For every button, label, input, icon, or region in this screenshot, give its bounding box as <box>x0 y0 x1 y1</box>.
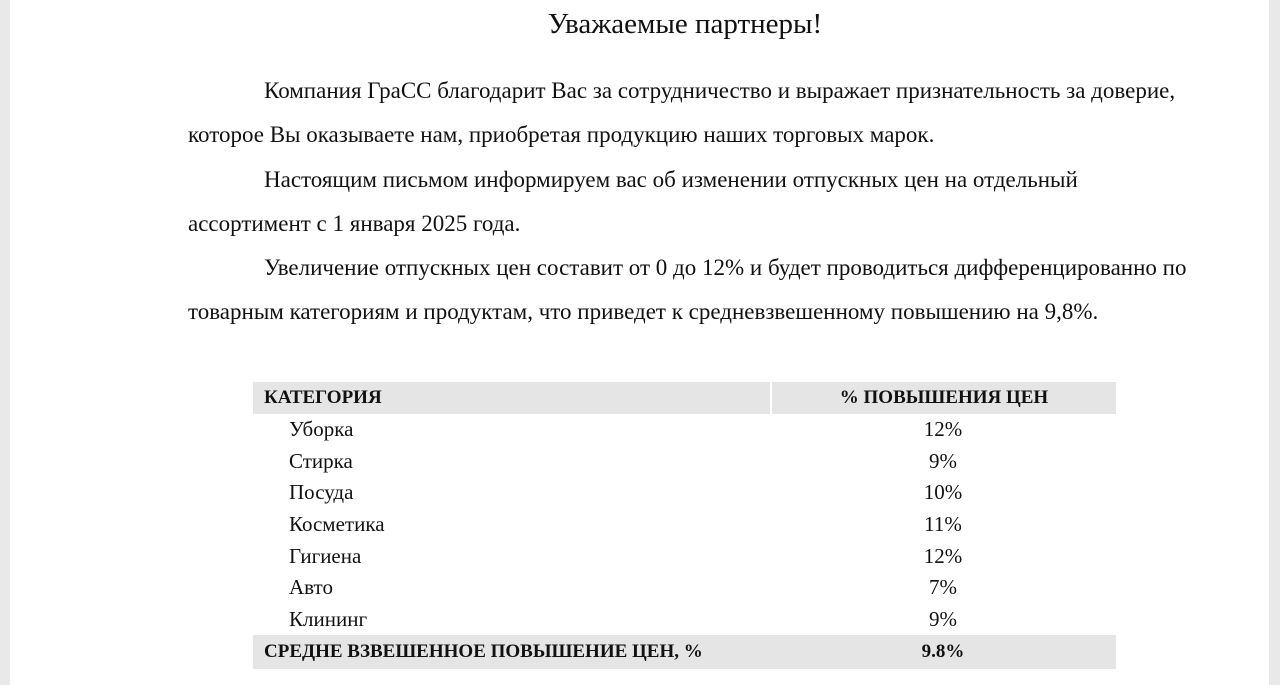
footer-value: 9.8% <box>921 641 965 663</box>
row-category: Клининг <box>289 606 368 631</box>
document-title: Уважаемые партнеры! <box>547 8 823 40</box>
row-increase: 10% <box>923 480 963 505</box>
row-increase: 9% <box>929 606 957 631</box>
table-header-row <box>253 382 1116 414</box>
table-row <box>253 572 1116 604</box>
header-increase: % ПОВЫШЕНИЯ ЦЕН <box>839 387 1049 408</box>
table-row <box>253 540 1116 572</box>
row-increase: 7% <box>929 575 957 600</box>
row-category: Стирка <box>289 448 353 473</box>
paragraph-price-change-notice: Настоящим письмом информируем вас об изменении отпускных цен на отдельный ассортимент с 1 января 2025 года. <box>188 167 1078 236</box>
row-category: Посуда <box>289 480 354 505</box>
row-category: Гигиена <box>289 543 362 568</box>
table-row <box>253 446 1116 478</box>
document-page <box>10 0 1269 685</box>
row-increase: 12% <box>923 543 963 568</box>
table-row <box>253 509 1116 541</box>
row-category: Авто <box>289 575 333 600</box>
table-row <box>253 477 1116 509</box>
row-category: Уборка <box>289 417 354 442</box>
price-increase-table <box>253 382 1116 669</box>
table-row <box>253 604 1116 636</box>
footer-label: СРЕДНЕ ВЗВЕШЕННОЕ ПОВЫШЕНИЕ ЦЕН, % <box>264 641 703 663</box>
paragraph-increase-details: Увеличение отпускных цен составит от 0 до 12% и будет проводиться дифференцированно по товарным категориям и продуктам, что приведет к средневзвешенному повышению на 9,8%. <box>188 255 1187 324</box>
table-footer-row <box>253 635 1116 669</box>
header-category: КАТЕГОРИЯ <box>264 387 382 408</box>
table-row <box>253 414 1116 446</box>
row-increase: 11% <box>924 512 962 537</box>
paragraph-gratitude: Компания ГраСС благодарит Вас за сотрудничество и выражает признательность за доверие, которое Вы оказываете нам, приобретая продукцию наших торговых марок. <box>188 78 1176 147</box>
row-increase: 12% <box>923 417 963 442</box>
row-increase: 9% <box>929 448 957 473</box>
row-category: Косметика <box>289 512 385 537</box>
